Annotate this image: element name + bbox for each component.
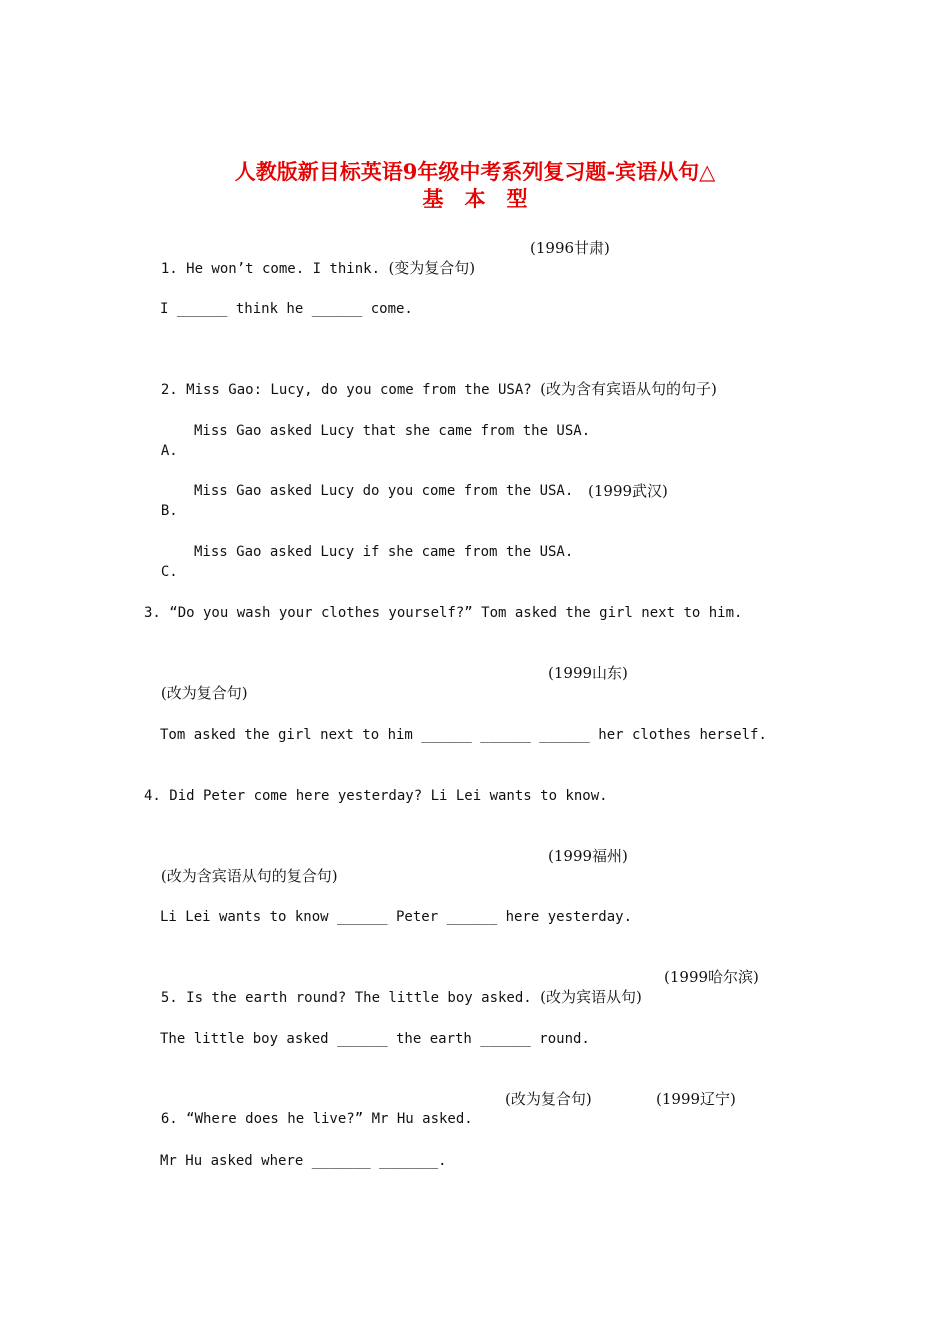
document-title: 人教版新目标英语9年级中考系列复习题-宾语从句△ bbox=[234, 159, 716, 184]
question-5-instruction: (改为宾语从句) bbox=[540, 988, 642, 1006]
option-b-text: Miss Gao asked Lucy do you come from the USA. bbox=[194, 483, 574, 499]
option-c-text: Miss Gao asked Lucy if she came from the USA. bbox=[194, 544, 574, 560]
question-1-answer: I ______ think he ______ come. bbox=[160, 301, 413, 317]
question-6-instruction: (改为复合句) bbox=[505, 1090, 592, 1108]
question-5-source: (1999哈尔滨) bbox=[664, 968, 759, 986]
question-1-prompt: 1. He won’t come. I think. bbox=[160, 261, 389, 277]
question-4-instruction: (改为含宾语从句的复合句) bbox=[160, 867, 338, 885]
question-3-meta bbox=[144, 663, 628, 724]
question-4-answer: Li Lei wants to know ______ Peter ______ here yesterday. bbox=[160, 909, 633, 925]
question-5-prompt: 5. Is the earth round? The little boy asked. bbox=[160, 990, 541, 1006]
document-subtitle: 基 本 型 bbox=[422, 186, 528, 211]
question-2-instruction: (改为含有宾语从句的句子) bbox=[540, 380, 717, 398]
question-6-answer: Mr Hu asked where _______ _______. bbox=[160, 1153, 447, 1169]
question-3-answer: Tom asked the girl next to him ______ ______ ______ her clothes herself. bbox=[160, 727, 767, 743]
question-4-source: (1999福州) bbox=[548, 847, 628, 865]
question-6-prompt: 6. “Where does he live?” Mr Hu asked. bbox=[160, 1111, 482, 1127]
question-3-instruction: (改为复合句) bbox=[160, 684, 248, 702]
question-6-source: (1999辽宁) bbox=[656, 1090, 736, 1108]
question-2-option-c bbox=[144, 542, 574, 602]
question-2-prompt: 2. Miss Gao: Lucy, do you come from the USA? bbox=[160, 382, 541, 398]
question-4-meta bbox=[144, 846, 628, 907]
question-4: 4. Did Peter come here yesterday? Li Lei wants to know. bbox=[144, 788, 608, 804]
question-5 bbox=[144, 967, 759, 1028]
question-1 bbox=[144, 238, 610, 299]
option-a-label: A. bbox=[160, 443, 178, 459]
question-1-instruction: (变为复合句) bbox=[388, 259, 476, 277]
question-1-source: (1996甘肃) bbox=[530, 239, 610, 257]
option-c-label: C. bbox=[160, 564, 178, 580]
question-2-option-a bbox=[144, 421, 591, 481]
question-5-answer: The little boy asked ______ the earth ______ round. bbox=[160, 1031, 590, 1047]
question-3: 3. “Do you wash your clothes yourself?” Tom asked the girl next to him. bbox=[144, 605, 743, 621]
option-b-source: (1999武汉) bbox=[588, 482, 668, 500]
option-b-label: B. bbox=[160, 503, 178, 519]
option-a-text: Miss Gao asked Lucy that she came from the USA. bbox=[194, 423, 591, 439]
question-2 bbox=[144, 359, 717, 400]
question-3-source: (1999山东) bbox=[548, 664, 628, 682]
